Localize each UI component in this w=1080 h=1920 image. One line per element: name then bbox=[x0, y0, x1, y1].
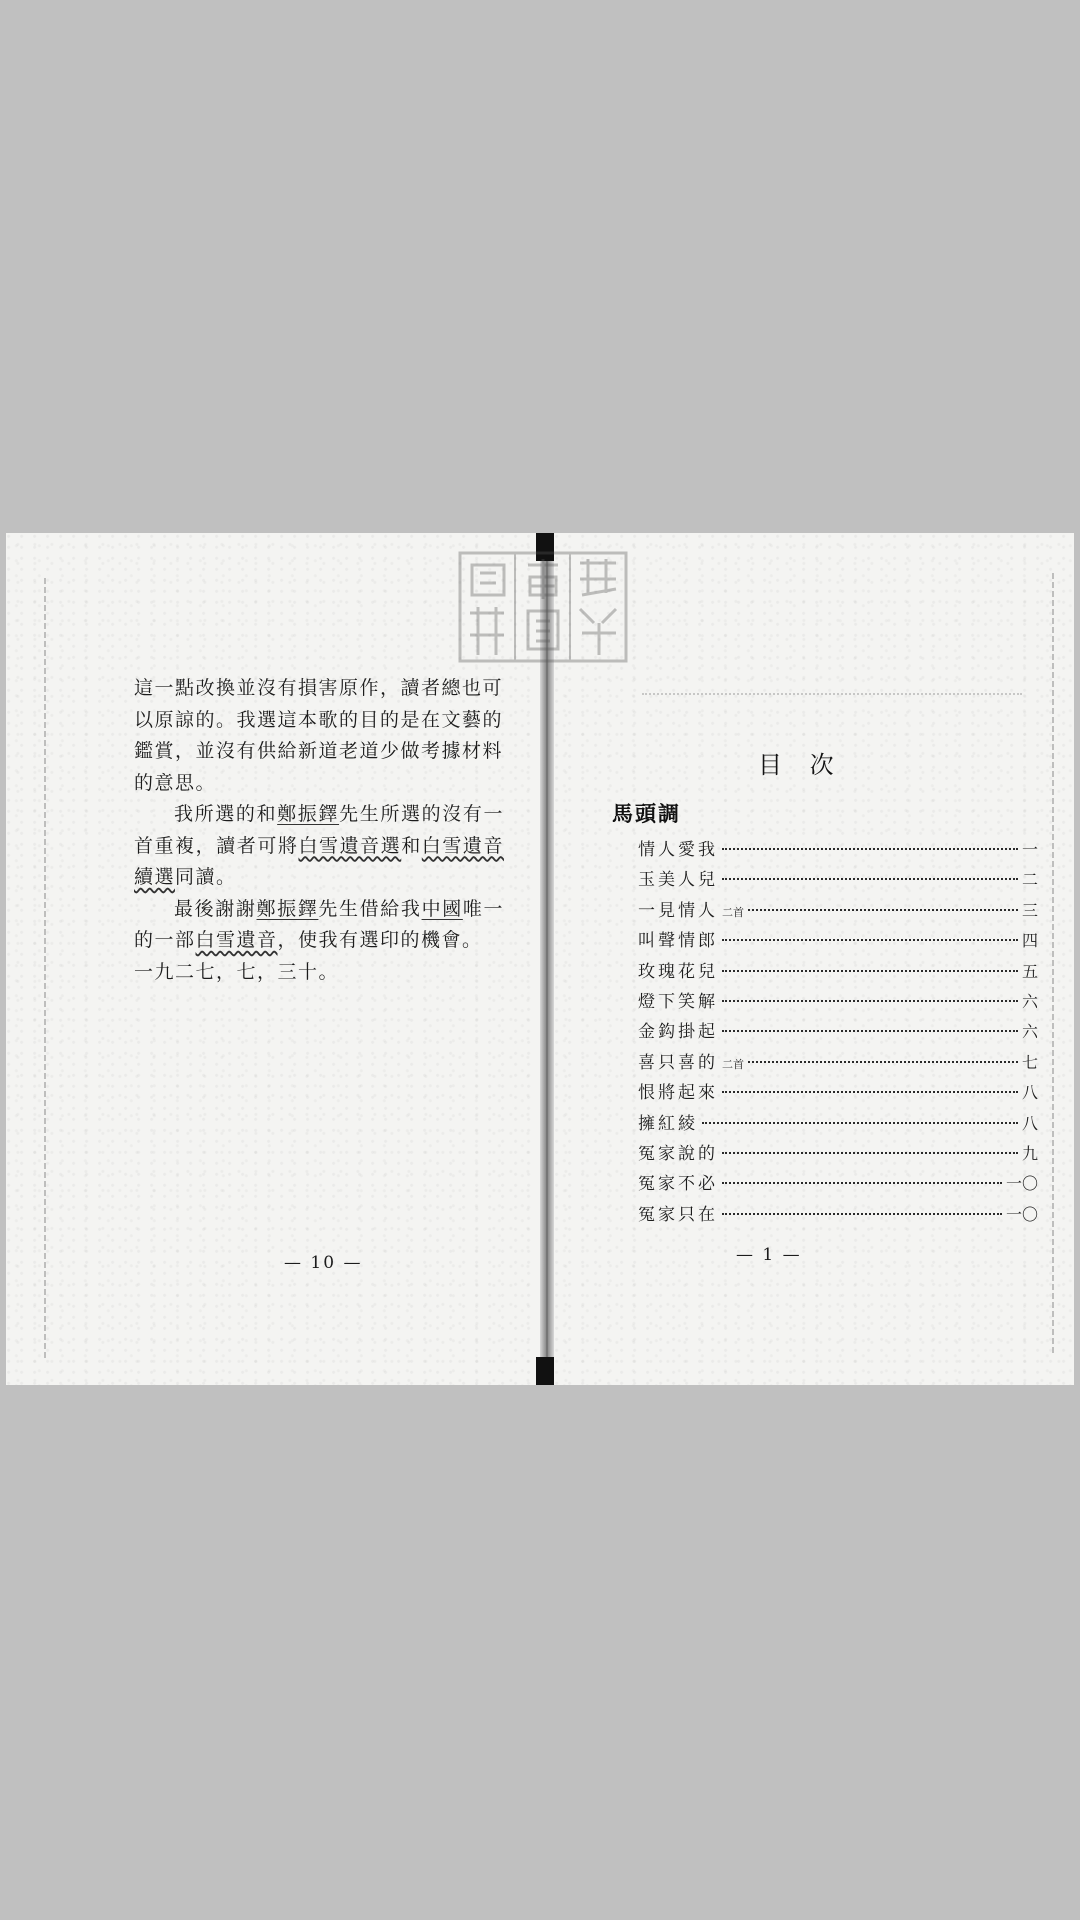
book-title: 白雪遺音選 bbox=[298, 834, 402, 857]
text-line: 的意思。 bbox=[134, 771, 217, 794]
text-run: 唯一的一部 bbox=[134, 897, 504, 951]
toc-entry bbox=[638, 896, 1038, 926]
toc-entry-page: 一 bbox=[1021, 840, 1038, 859]
toc-entry bbox=[638, 957, 1038, 987]
toc-entry-note: 二首 bbox=[722, 1057, 744, 1071]
toc-entry bbox=[638, 1109, 1038, 1139]
toc-entry-page: 六 bbox=[1021, 991, 1038, 1011]
toc-leader-dots bbox=[722, 1000, 1018, 1002]
toc-leader-dots bbox=[722, 1091, 1018, 1093]
scanned-spread bbox=[6, 533, 1074, 1385]
toc-entry-title: 冤家不必 bbox=[638, 1174, 718, 1195]
toc-entry-title: 冤家說的 bbox=[638, 1143, 718, 1164]
toc-leader-dots bbox=[722, 878, 1018, 880]
text-run: 和 bbox=[401, 834, 422, 857]
section-heading: 馬頭調 bbox=[612, 801, 681, 826]
text-run: ，使我有選印的機會。 bbox=[277, 929, 483, 951]
paragraph-3 bbox=[134, 894, 504, 957]
toc-entry bbox=[638, 1200, 1038, 1230]
toc-list bbox=[638, 835, 1038, 1230]
toc-entry-title: 冤家只在 bbox=[638, 1204, 718, 1225]
toc-leader-dots bbox=[722, 939, 1018, 941]
toc-entry-note: 二首 bbox=[722, 905, 744, 919]
text-line: 這一點改換並沒有損害原作，讀者總也可 bbox=[134, 677, 504, 699]
toc-entry-page: 一〇 bbox=[1005, 1174, 1038, 1194]
toc-entry bbox=[638, 1139, 1038, 1169]
page-number-left: — 10 — bbox=[284, 1253, 363, 1273]
text-line: 以原諒的。我選這本歌的目的是在文藝的 bbox=[134, 708, 504, 731]
toc-entry bbox=[638, 926, 1038, 956]
toc-entry-title: 一見情人 bbox=[638, 900, 718, 921]
text-run: 我所選的和 bbox=[174, 803, 278, 825]
text-run: 最後謝謝 bbox=[174, 897, 257, 920]
person-name: 鄭振鐸 bbox=[277, 803, 340, 825]
toc-leader-dots bbox=[722, 970, 1018, 972]
book-title: 白雪遺音 bbox=[195, 929, 278, 951]
toc-leader-dots bbox=[722, 1182, 1002, 1184]
toc-entry-title: 喜只喜的 bbox=[638, 1052, 718, 1073]
book-title: 白雪遺音續選 bbox=[134, 834, 504, 888]
toc-entry-title: 玉美人兒 bbox=[638, 870, 718, 891]
right-page bbox=[554, 533, 1074, 1385]
toc-entry-page: 七 bbox=[1021, 1052, 1038, 1072]
preface-text bbox=[134, 673, 504, 988]
toc-entry-title: 燈下笑解 bbox=[638, 991, 718, 1012]
toc-entry-page: 四 bbox=[1021, 931, 1038, 951]
toc-entry-page: 五 bbox=[1021, 961, 1038, 981]
toc-entry-title: 恨將起來 bbox=[638, 1083, 718, 1104]
toc-entry bbox=[638, 835, 1038, 865]
toc-entry-title: 玫瑰花兒 bbox=[638, 961, 718, 982]
toc-leader-dots bbox=[722, 848, 1018, 850]
toc-leader-dots bbox=[748, 1061, 1018, 1063]
toc-entry-page: 三 bbox=[1021, 900, 1038, 920]
text-run: 先生所選的沒有一首重複，讀者可將 bbox=[134, 803, 504, 857]
toc-leader-dots bbox=[722, 1152, 1018, 1154]
toc-leader-dots bbox=[702, 1122, 1018, 1124]
toc-entry-title: 擁紅綾 bbox=[638, 1113, 698, 1134]
toc-entry-title: 金鈎掛起 bbox=[638, 1022, 718, 1043]
toc-entry bbox=[638, 1078, 1038, 1108]
date-line: 一九二七，七，三十。 bbox=[134, 960, 340, 983]
page-edge-mark bbox=[44, 578, 46, 1358]
person-name: 鄭振鐸 bbox=[256, 897, 319, 920]
toc-leader-dots bbox=[748, 909, 1018, 911]
toc-entry-page: 二 bbox=[1021, 870, 1038, 890]
text-run: 先生借給我 bbox=[318, 897, 422, 920]
toc-entry-title: 叫聲情郎 bbox=[638, 931, 718, 952]
text-run: 同讀。 bbox=[175, 866, 237, 888]
library-seal-stamp bbox=[458, 551, 628, 663]
page-number-right: — 1 — bbox=[736, 1245, 802, 1265]
toc-entry-title: 情人愛我 bbox=[638, 840, 718, 860]
toc-entry bbox=[638, 1048, 1038, 1078]
toc-leader-dots bbox=[722, 1213, 1002, 1215]
paragraph-2 bbox=[134, 799, 504, 894]
paragraph-1 bbox=[134, 673, 504, 799]
toc-entry bbox=[638, 1169, 1038, 1199]
place-name: 中國 bbox=[421, 897, 463, 920]
toc-entry-page: 九 bbox=[1021, 1143, 1038, 1163]
toc-entry-page: 六 bbox=[1021, 1022, 1038, 1042]
toc-entry bbox=[638, 1017, 1038, 1047]
page-edge-mark bbox=[1052, 573, 1054, 1353]
toc-entry-page: 八 bbox=[1021, 1083, 1038, 1103]
text-line: 鑑賞，並沒有供給新道老道少做考據材料 bbox=[134, 740, 504, 762]
toc-entry bbox=[638, 987, 1038, 1017]
toc-leader-dots bbox=[722, 1030, 1018, 1032]
toc-entry bbox=[638, 865, 1038, 895]
toc-title: 目 次 bbox=[758, 751, 844, 779]
toc-entry-page: 八 bbox=[1021, 1113, 1038, 1133]
faint-rule bbox=[642, 693, 1022, 695]
toc-entry-page: 一〇 bbox=[1005, 1204, 1038, 1224]
